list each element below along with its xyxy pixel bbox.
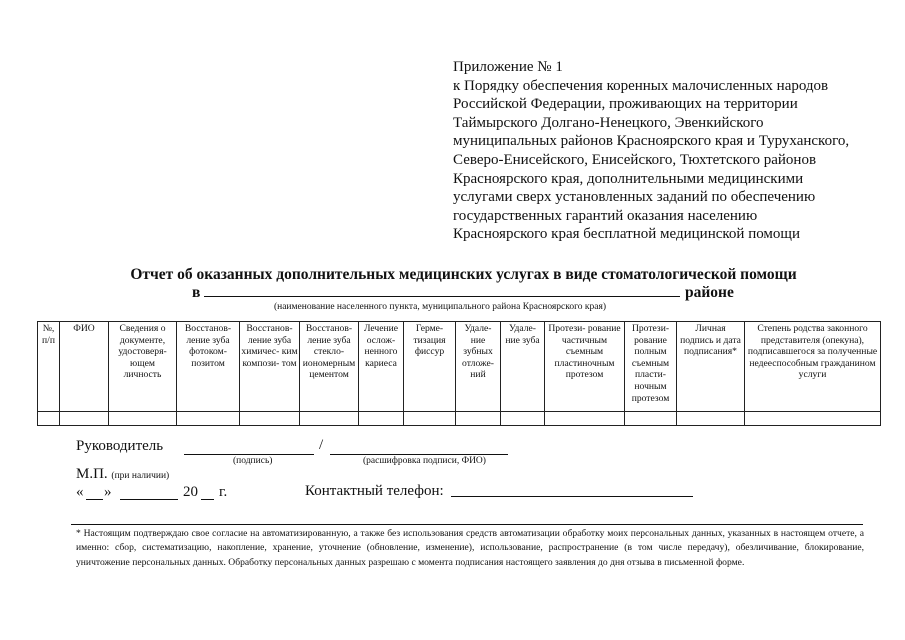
appendix-line: Российской Федерации, проживающих на территории xyxy=(453,96,798,113)
table-cell[interactable] xyxy=(177,412,240,426)
column-header: Сведения о документе, удостоверя- ющем личность xyxy=(109,322,177,412)
date-open-quote: « xyxy=(76,484,84,500)
appendix-title: Приложение № 1 xyxy=(453,59,563,75)
table-cell[interactable] xyxy=(625,412,677,426)
column-header: №, п/п xyxy=(38,322,60,412)
appendix-header xyxy=(453,58,893,244)
table-cell[interactable] xyxy=(359,412,404,426)
column-header: Восстанов- ление зуба стекло- иономерным цементом xyxy=(300,322,359,412)
column-header: Протези- рование частичным съемным пластиночным протезом xyxy=(545,322,625,412)
year-suffix: г. xyxy=(219,484,228,500)
stamp-label xyxy=(76,466,169,483)
place-line xyxy=(192,284,734,302)
place-suffix: районе xyxy=(685,284,734,301)
appendix-line: Красноярского края бесплатной медицинской помощи xyxy=(453,226,800,243)
table-cell[interactable] xyxy=(501,412,545,426)
appendix-line: Таймырского Долгано-Ненецкого, Эвенкийского xyxy=(453,114,764,131)
appendix-line: Красноярского края, дополнительными медицинскими xyxy=(453,170,804,187)
table-cell[interactable] xyxy=(109,412,177,426)
signature-decode-line[interactable] xyxy=(330,454,508,455)
column-header: Герме- тизация фиссур xyxy=(404,322,456,412)
appendix-line: государственных гарантий оказания населению xyxy=(453,207,758,224)
table-cell[interactable] xyxy=(545,412,625,426)
table-cell[interactable] xyxy=(240,412,300,426)
column-header: Удале- ние зубных отложе- ний xyxy=(456,322,501,412)
column-header: Личная подпись и дата подписания* xyxy=(677,322,745,412)
table-cell[interactable] xyxy=(60,412,109,426)
year-prefix: 20 xyxy=(183,484,198,500)
appendix-line: услугами сверх установленных заданий по обеспечению xyxy=(453,189,816,206)
report-table xyxy=(37,321,881,426)
appendix-line: Северо-Енисейского, Енисейского, Тюхтетского районов xyxy=(453,151,817,168)
phone-label: Контактный телефон: xyxy=(305,483,444,499)
date-day-line[interactable] xyxy=(86,499,103,500)
table-cell[interactable] xyxy=(677,412,745,426)
column-header: Лечение ослож- ненного кариеса xyxy=(359,322,404,412)
column-header: ФИО xyxy=(60,322,109,412)
date-year-line[interactable] xyxy=(201,499,214,500)
footnote-divider xyxy=(71,524,863,525)
column-header: Восстанов- ление зуба химичес- ким компози- том xyxy=(240,322,300,412)
signature-separator: / xyxy=(319,437,324,453)
date-month-line[interactable] xyxy=(120,499,178,500)
table-cell[interactable] xyxy=(38,412,60,426)
stamp-hint: (при наличии) xyxy=(111,471,170,481)
table-cell[interactable] xyxy=(745,412,881,426)
stamp-label-text: М.П. xyxy=(76,466,108,482)
column-header: Степень родства законного представителя (опекуна), подписавшегося за полученные недееспособным гражданином услуги xyxy=(745,322,881,412)
date-close-quote: » xyxy=(104,484,112,500)
place-prefix: в xyxy=(192,284,201,301)
head-label: Руководитель xyxy=(76,438,164,454)
footnote: * Настоящим подтверждаю свое согласие на автоматизированную, а также без использования средств автоматизации обработку моих персональных данных, указанных в настоящем отчете, а именно: сбор, систематизацию, накопление, хранение, уточнение (обновление, изменение), использование, распространение (в том числе передачу), обезличивание, блокирование, уничтожение персональных данных. Обработку персональных данных разрешаю с момента подписания настоящего заявления до дня отзыва в письменной форме. xyxy=(76,528,864,568)
column-header: Восстанов- ление зуба фотоком- позитом xyxy=(177,322,240,412)
place-hint: (наименование населенного пункта, муниципального района Красноярского края) xyxy=(273,302,607,312)
appendix-line: муниципальных районов Красноярского края и Туруханского, xyxy=(453,133,850,150)
table-cell[interactable] xyxy=(404,412,456,426)
phone-line[interactable] xyxy=(451,496,693,497)
appendix-line: к Порядку обеспечения коренных малочисленных народов xyxy=(453,77,829,94)
table-cell[interactable] xyxy=(300,412,359,426)
column-header: Удале- ние зуба xyxy=(501,322,545,412)
table-header-row xyxy=(38,322,881,412)
signature-decode-hint: (расшифровка подписи, ФИО) xyxy=(363,456,486,466)
column-header: Протези- рование полным съемным пласти- ночным протезом xyxy=(625,322,677,412)
table-cell[interactable] xyxy=(456,412,501,426)
signature-line[interactable] xyxy=(184,454,314,455)
place-input-line[interactable] xyxy=(204,284,680,297)
signature-hint: (подпись) xyxy=(233,456,273,466)
report-title: Отчет об оказанных дополнительных медицинских услугах в виде стоматологической помощи xyxy=(130,266,797,283)
table-row xyxy=(38,412,881,426)
